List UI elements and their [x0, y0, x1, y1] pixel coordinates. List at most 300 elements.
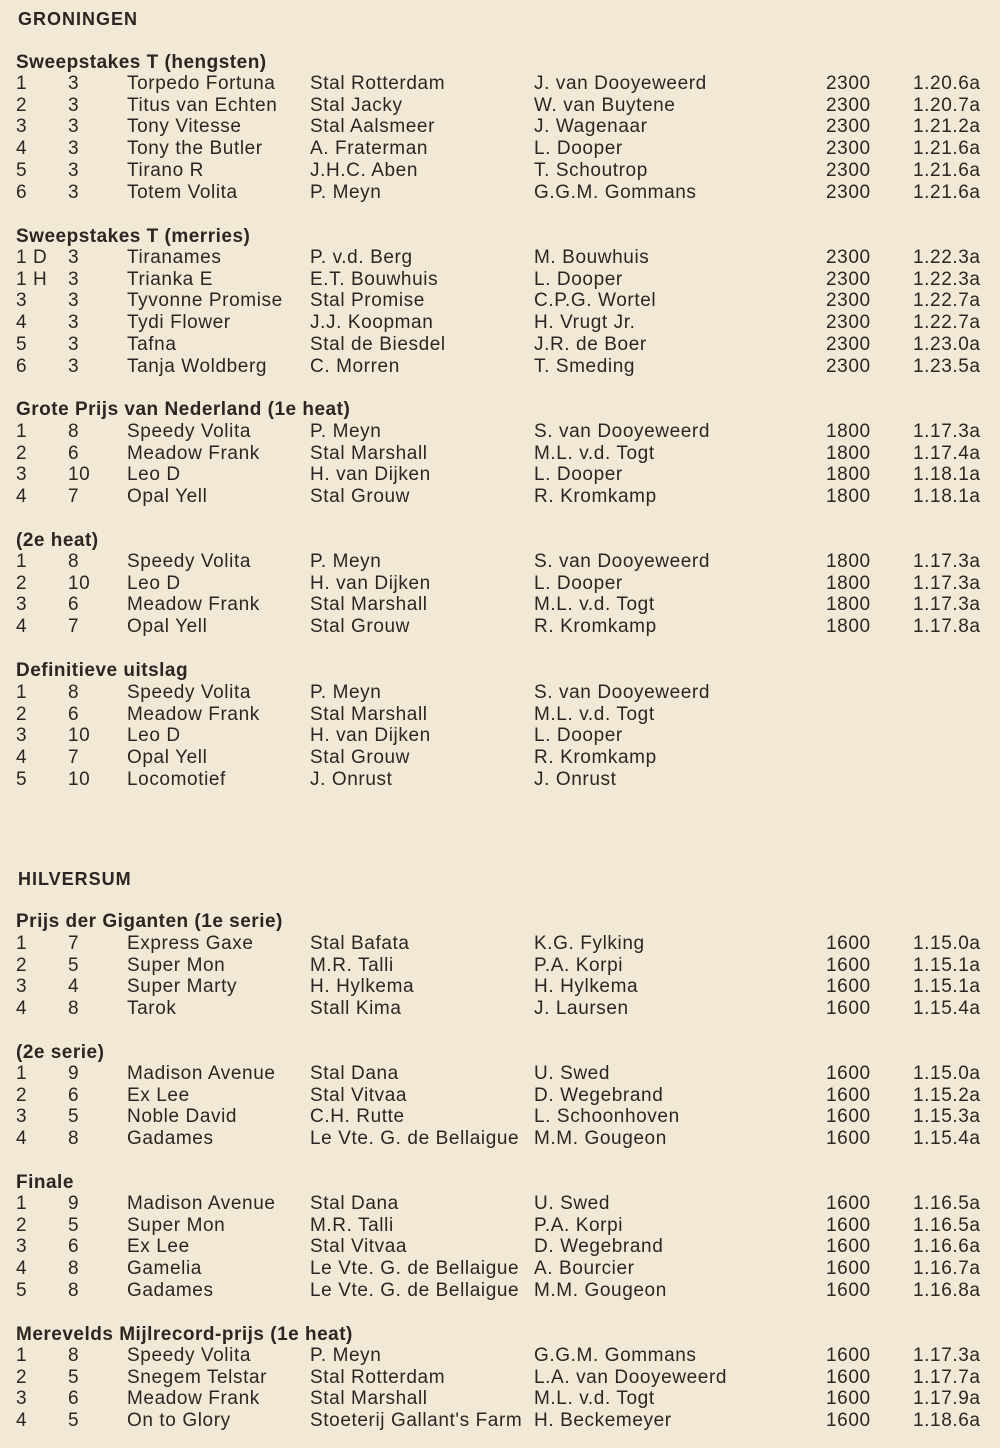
result-pos: 1 — [16, 1063, 28, 1084]
result-owner: Stal de Biesdel — [310, 334, 446, 355]
result-age: 3 — [68, 95, 80, 116]
result-horse: Express Gaxe — [127, 933, 254, 954]
result-driver: M.M. Gougeon — [534, 1128, 667, 1149]
result-dist: 1600 — [826, 933, 871, 954]
result-row — [0, 998, 1000, 1020]
result-dist: 1600 — [826, 1236, 871, 1257]
result-row — [0, 290, 1000, 312]
result-row — [0, 1063, 1000, 1085]
result-horse: Gadames — [127, 1280, 214, 1301]
result-row — [0, 769, 1000, 791]
result-horse: Titus van Echten — [127, 95, 278, 116]
result-age: 6 — [68, 1388, 80, 1409]
result-row — [0, 1106, 1000, 1128]
result-owner: J.H.C. Aben — [310, 160, 418, 181]
result-row — [0, 464, 1000, 486]
result-time: 1.15.4a — [913, 998, 981, 1019]
result-time: 1.21.6a — [913, 160, 981, 181]
result-horse: Speedy Volita — [127, 551, 251, 572]
result-age: 3 — [68, 182, 80, 203]
result-time: 1.15.0a — [913, 1063, 981, 1084]
result-time: 1.21.6a — [913, 138, 981, 159]
result-pos: 2 — [16, 95, 28, 116]
result-age: 6 — [68, 1236, 80, 1257]
result-owner: H. van Dijken — [310, 573, 431, 594]
result-time: 1.15.0a — [913, 933, 981, 954]
result-horse: On to Glory — [127, 1410, 231, 1431]
result-dist: 1600 — [826, 1106, 871, 1127]
result-pos: 6 — [16, 356, 28, 377]
result-age: 3 — [68, 73, 80, 94]
result-time: 1.17.3a — [913, 594, 981, 615]
result-dist: 2300 — [826, 334, 871, 355]
result-age: 9 — [68, 1193, 80, 1214]
result-pos: 4 — [16, 486, 28, 507]
result-time: 1.15.3a — [913, 1106, 981, 1127]
result-owner: M.R. Talli — [310, 1215, 394, 1236]
result-pos: 6 — [16, 182, 28, 203]
result-age: 8 — [68, 1280, 80, 1301]
result-driver: H. Vrugt Jr. — [534, 312, 636, 333]
result-driver: J. Laursen — [534, 998, 629, 1019]
result-time: 1.22.3a — [913, 247, 981, 268]
result-owner: Stal Vitvaa — [310, 1085, 408, 1106]
result-pos: 1 — [16, 682, 28, 703]
result-dist: 1800 — [826, 551, 871, 572]
result-row — [0, 160, 1000, 182]
result-time: 1.17.3a — [913, 573, 981, 594]
result-row — [0, 682, 1000, 704]
result-horse: Noble David — [127, 1106, 238, 1127]
result-row — [0, 551, 1000, 573]
race-heading: (2e heat) — [16, 530, 99, 551]
result-age: 10 — [68, 464, 91, 485]
result-driver: T. Smeding — [534, 356, 636, 377]
result-owner: Stal Vitvaa — [310, 1236, 408, 1257]
result-horse: Tirano R — [127, 160, 204, 181]
result-horse: Opal Yell — [127, 747, 208, 768]
result-driver: L.A. van Dooyeweerd — [534, 1367, 728, 1388]
result-owner: Stal Dana — [310, 1063, 399, 1084]
result-driver: U. Swed — [534, 1193, 611, 1214]
result-owner: J.J. Koopman — [310, 312, 434, 333]
result-age: 10 — [68, 573, 91, 594]
result-horse: Tony the Butler — [127, 138, 263, 159]
result-time: 1.18.6a — [913, 1410, 981, 1431]
city-heading: HILVERSUM — [18, 869, 132, 889]
result-owner: Stal Marshall — [310, 1388, 428, 1409]
result-pos: 1 — [16, 1345, 28, 1366]
result-age: 5 — [68, 955, 80, 976]
result-row — [0, 95, 1000, 117]
result-pos: 3 — [16, 116, 28, 137]
result-pos: 4 — [16, 138, 28, 159]
race-heading: Definitieve uitslag — [16, 660, 189, 681]
result-owner: Stall Kima — [310, 998, 402, 1019]
result-horse: Leo D — [127, 464, 181, 485]
result-time: 1.21.2a — [913, 116, 981, 137]
result-owner: P. Meyn — [310, 682, 382, 703]
result-horse: Locomotief — [127, 769, 226, 790]
result-time: 1.16.8a — [913, 1280, 981, 1301]
result-horse: Totem Volita — [127, 182, 238, 203]
result-owner: Stal Jacky — [310, 95, 403, 116]
result-horse: Trianka E — [127, 269, 214, 290]
result-owner: P. v.d. Berg — [310, 247, 413, 268]
result-owner: Stal Bafata — [310, 933, 410, 954]
result-pos: 1 — [16, 933, 28, 954]
result-owner: Stal Aalsmeer — [310, 116, 436, 137]
result-age: 5 — [68, 1410, 80, 1431]
result-row — [0, 443, 1000, 465]
result-driver: R. Kromkamp — [534, 616, 657, 637]
result-age: 6 — [68, 704, 80, 725]
result-row — [0, 1345, 1000, 1367]
result-driver: L. Dooper — [534, 464, 623, 485]
result-dist: 1600 — [826, 1410, 871, 1431]
result-horse: Tyvonne Promise — [127, 290, 283, 311]
result-row — [0, 486, 1000, 508]
result-pos: 5 — [16, 334, 28, 355]
result-age: 10 — [68, 769, 91, 790]
result-horse: Meadow Frank — [127, 594, 260, 615]
result-pos: 2 — [16, 704, 28, 725]
result-driver: G.G.M. Gommans — [534, 1345, 697, 1366]
result-age: 8 — [68, 1258, 80, 1279]
race-heading: Finale — [16, 1172, 74, 1193]
result-horse: Tafna — [127, 334, 177, 355]
result-horse: Madison Avenue — [127, 1063, 276, 1084]
result-row — [0, 955, 1000, 977]
result-pos: 4 — [16, 998, 28, 1019]
result-row — [0, 1085, 1000, 1107]
result-age: 3 — [68, 290, 80, 311]
result-horse: Speedy Volita — [127, 1345, 251, 1366]
result-dist: 1600 — [826, 1215, 871, 1236]
result-pos: 2 — [16, 1215, 28, 1236]
result-row — [0, 73, 1000, 95]
result-time: 1.18.1a — [913, 486, 981, 507]
result-dist: 1800 — [826, 421, 871, 442]
result-horse: Gamelia — [127, 1258, 202, 1279]
result-driver: J. Onrust — [534, 769, 617, 790]
result-time: 1.17.3a — [913, 1345, 981, 1366]
result-owner: P. Meyn — [310, 182, 382, 203]
result-pos: 4 — [16, 1258, 28, 1279]
result-driver: A. Bourcier — [534, 1258, 635, 1279]
result-pos: 2 — [16, 443, 28, 464]
result-pos: 1 — [16, 1193, 28, 1214]
result-time: 1.23.5a — [913, 356, 981, 377]
result-owner: P. Meyn — [310, 421, 382, 442]
result-driver: D. Wegebrand — [534, 1236, 664, 1257]
result-owner: Stal Marshall — [310, 704, 428, 725]
result-dist: 1600 — [826, 1367, 871, 1388]
result-pos: 5 — [16, 769, 28, 790]
result-dist: 2300 — [826, 247, 871, 268]
result-age: 8 — [68, 1345, 80, 1366]
result-age: 7 — [68, 747, 80, 768]
result-dist: 2300 — [826, 116, 871, 137]
result-driver: C.P.G. Wortel — [534, 290, 657, 311]
result-row — [0, 312, 1000, 334]
result-pos: 4 — [16, 312, 28, 333]
result-dist: 1600 — [826, 1063, 871, 1084]
result-owner: Stal Grouw — [310, 747, 410, 768]
result-pos: 3 — [16, 1388, 28, 1409]
result-dist: 1600 — [826, 955, 871, 976]
result-horse: Speedy Volita — [127, 421, 251, 442]
result-horse: Snegem Telstar — [127, 1367, 268, 1388]
result-driver: K.G. Fylking — [534, 933, 645, 954]
result-dist: 2300 — [826, 182, 871, 203]
result-row — [0, 747, 1000, 769]
result-pos: 4 — [16, 1410, 28, 1431]
result-pos: 2 — [16, 573, 28, 594]
result-pos: 5 — [16, 1280, 28, 1301]
result-horse: Ex Lee — [127, 1236, 190, 1257]
result-owner: E.T. Bouwhuis — [310, 269, 439, 290]
result-driver: J. van Dooyeweerd — [534, 73, 707, 94]
result-owner: H. van Dijken — [310, 464, 431, 485]
result-row — [0, 1236, 1000, 1258]
result-dist: 2300 — [826, 160, 871, 181]
result-row — [0, 1258, 1000, 1280]
result-age: 5 — [68, 1106, 80, 1127]
result-time: 1.17.8a — [913, 616, 981, 637]
result-pos: 3 — [16, 1106, 28, 1127]
result-time: 1.16.7a — [913, 1258, 981, 1279]
result-time: 1.16.6a — [913, 1236, 981, 1257]
result-driver: J. Wagenaar — [534, 116, 648, 137]
result-row — [0, 356, 1000, 378]
result-owner: C.H. Rutte — [310, 1106, 405, 1127]
result-pos: 1 H — [16, 269, 48, 290]
result-age: 3 — [68, 269, 80, 290]
result-row — [0, 1280, 1000, 1302]
result-time: 1.15.2a — [913, 1085, 981, 1106]
result-row — [0, 976, 1000, 998]
result-age: 3 — [68, 334, 80, 355]
result-driver: S. van Dooyeweerd — [534, 682, 711, 703]
result-age: 7 — [68, 933, 80, 954]
result-driver: S. van Dooyeweerd — [534, 421, 711, 442]
result-dist: 2300 — [826, 269, 871, 290]
result-dist: 1800 — [826, 573, 871, 594]
result-owner: Stoeterij Gallant's Farm — [310, 1410, 523, 1431]
result-horse: Leo D — [127, 573, 181, 594]
result-dist: 2300 — [826, 312, 871, 333]
result-horse: Super Mon — [127, 955, 226, 976]
result-owner: Stal Rotterdam — [310, 1367, 446, 1388]
result-horse: Meadow Frank — [127, 443, 260, 464]
result-time: 1.17.4a — [913, 443, 981, 464]
result-row — [0, 725, 1000, 747]
result-driver: M. Bouwhuis — [534, 247, 650, 268]
result-time: 1.20.7a — [913, 95, 981, 116]
result-owner: C. Morren — [310, 356, 400, 377]
result-dist: 1800 — [826, 486, 871, 507]
result-time: 1.22.3a — [913, 269, 981, 290]
result-dist: 1600 — [826, 1345, 871, 1366]
result-horse: Tarok — [127, 998, 177, 1019]
result-driver: M.L. v.d. Togt — [534, 594, 655, 615]
result-time: 1.16.5a — [913, 1215, 981, 1236]
result-horse: Ex Lee — [127, 1085, 190, 1106]
result-dist: 2300 — [826, 290, 871, 311]
result-dist: 1800 — [826, 443, 871, 464]
result-time: 1.18.1a — [913, 464, 981, 485]
result-driver: R. Kromkamp — [534, 486, 657, 507]
race-heading: Grote Prijs van Nederland (1e heat) — [16, 399, 351, 420]
result-pos: 4 — [16, 747, 28, 768]
result-owner: Le Vte. G. de Bellaigue — [310, 1128, 520, 1149]
result-age: 6 — [68, 1085, 80, 1106]
result-row — [0, 616, 1000, 638]
result-horse: Torpedo Fortuna — [127, 73, 276, 94]
result-time: 1.22.7a — [913, 290, 981, 311]
result-driver: M.L. v.d. Togt — [534, 704, 655, 725]
result-driver: D. Wegebrand — [534, 1085, 664, 1106]
result-age: 8 — [68, 682, 80, 703]
result-time: 1.17.3a — [913, 551, 981, 572]
result-row — [0, 1128, 1000, 1150]
result-dist: 1600 — [826, 1280, 871, 1301]
result-pos: 3 — [16, 594, 28, 615]
result-owner: Stal Promise — [310, 290, 425, 311]
result-horse: Madison Avenue — [127, 1193, 276, 1214]
result-age: 7 — [68, 486, 80, 507]
result-time: 1.22.7a — [913, 312, 981, 333]
result-horse: Opal Yell — [127, 486, 208, 507]
result-dist: 1600 — [826, 998, 871, 1019]
result-horse: Gadames — [127, 1128, 214, 1149]
result-horse: Super Marty — [127, 976, 238, 997]
result-horse: Speedy Volita — [127, 682, 251, 703]
result-driver: W. van Buytene — [534, 95, 676, 116]
result-time: 1.23.0a — [913, 334, 981, 355]
result-horse: Super Mon — [127, 1215, 226, 1236]
result-row — [0, 704, 1000, 726]
result-pos: 5 — [16, 160, 28, 181]
result-owner: M.R. Talli — [310, 955, 394, 976]
result-driver: G.G.M. Gommans — [534, 182, 697, 203]
result-driver: P.A. Korpi — [534, 955, 624, 976]
result-time: 1.16.5a — [913, 1193, 981, 1214]
result-pos: 3 — [16, 725, 28, 746]
result-owner: Stal Dana — [310, 1193, 399, 1214]
result-row — [0, 1388, 1000, 1410]
result-driver: L. Dooper — [534, 269, 623, 290]
result-dist: 2300 — [826, 138, 871, 159]
result-age: 9 — [68, 1063, 80, 1084]
result-age: 3 — [68, 138, 80, 159]
result-owner: J. Onrust — [310, 769, 393, 790]
result-owner: H. Hylkema — [310, 976, 415, 997]
result-time: 1.15.1a — [913, 976, 981, 997]
result-driver: J.R. de Boer — [534, 334, 647, 355]
result-age: 3 — [68, 247, 80, 268]
race-heading: (2e serie) — [16, 1042, 105, 1063]
result-pos: 1 — [16, 73, 28, 94]
result-owner: Le Vte. G. de Bellaigue — [310, 1258, 520, 1279]
result-pos: 1 — [16, 421, 28, 442]
result-dist: 1600 — [826, 1258, 871, 1279]
result-horse: Meadow Frank — [127, 704, 260, 725]
result-time: 1.17.9a — [913, 1388, 981, 1409]
result-owner: P. Meyn — [310, 551, 382, 572]
result-age: 3 — [68, 116, 80, 137]
race-heading: Sweepstakes T (hengsten) — [16, 52, 267, 73]
result-driver: S. van Dooyeweerd — [534, 551, 711, 572]
result-row — [0, 182, 1000, 204]
result-owner: A. Fraterman — [310, 138, 429, 159]
race-heading: Merevelds Mijlrecord-prijs (1e heat) — [16, 1324, 353, 1345]
result-age: 6 — [68, 443, 80, 464]
result-pos: 1 — [16, 551, 28, 572]
result-driver: H. Hylkema — [534, 976, 639, 997]
result-row — [0, 1367, 1000, 1389]
result-age: 5 — [68, 1367, 80, 1388]
result-age: 8 — [68, 421, 80, 442]
result-age: 3 — [68, 312, 80, 333]
race-heading: Sweepstakes T (merries) — [16, 226, 251, 247]
result-row — [0, 247, 1000, 269]
result-owner: H. van Dijken — [310, 725, 431, 746]
result-owner: Stal Marshall — [310, 594, 428, 615]
result-owner: Stal Marshall — [310, 443, 428, 464]
result-age: 6 — [68, 594, 80, 615]
result-driver: P.A. Korpi — [534, 1215, 624, 1236]
result-horse: Tony Vitesse — [127, 116, 242, 137]
result-owner: Stal Grouw — [310, 486, 410, 507]
result-dist: 1800 — [826, 616, 871, 637]
result-pos: 2 — [16, 955, 28, 976]
result-pos: 4 — [16, 1128, 28, 1149]
result-row — [0, 573, 1000, 595]
result-dist: 1800 — [826, 594, 871, 615]
result-time: 1.20.6a — [913, 73, 981, 94]
result-dist: 1600 — [826, 1388, 871, 1409]
result-pos: 3 — [16, 1236, 28, 1257]
result-time: 1.17.3a — [913, 421, 981, 442]
result-dist: 1800 — [826, 464, 871, 485]
result-time: 1.17.7a — [913, 1367, 981, 1388]
result-driver: M.L. v.d. Togt — [534, 1388, 655, 1409]
result-age: 7 — [68, 616, 80, 637]
result-horse: Meadow Frank — [127, 1388, 260, 1409]
result-driver: M.M. Gougeon — [534, 1280, 667, 1301]
result-age: 8 — [68, 1128, 80, 1149]
result-row — [0, 1193, 1000, 1215]
result-owner: P. Meyn — [310, 1345, 382, 1366]
result-driver: L. Dooper — [534, 573, 623, 594]
result-driver: H. Beckemeyer — [534, 1410, 672, 1431]
result-dist: 2300 — [826, 73, 871, 94]
result-row — [0, 334, 1000, 356]
result-age: 5 — [68, 1215, 80, 1236]
result-pos: 4 — [16, 616, 28, 637]
result-horse: Tydi Flower — [127, 312, 231, 333]
result-age: 10 — [68, 725, 91, 746]
result-age: 4 — [68, 976, 80, 997]
result-pos: 1 D — [16, 247, 48, 268]
result-pos: 3 — [16, 464, 28, 485]
result-time: 1.15.4a — [913, 1128, 981, 1149]
result-owner: Le Vte. G. de Bellaigue — [310, 1280, 520, 1301]
result-age: 3 — [68, 160, 80, 181]
race-heading: Prijs der Giganten (1e serie) — [16, 911, 283, 932]
